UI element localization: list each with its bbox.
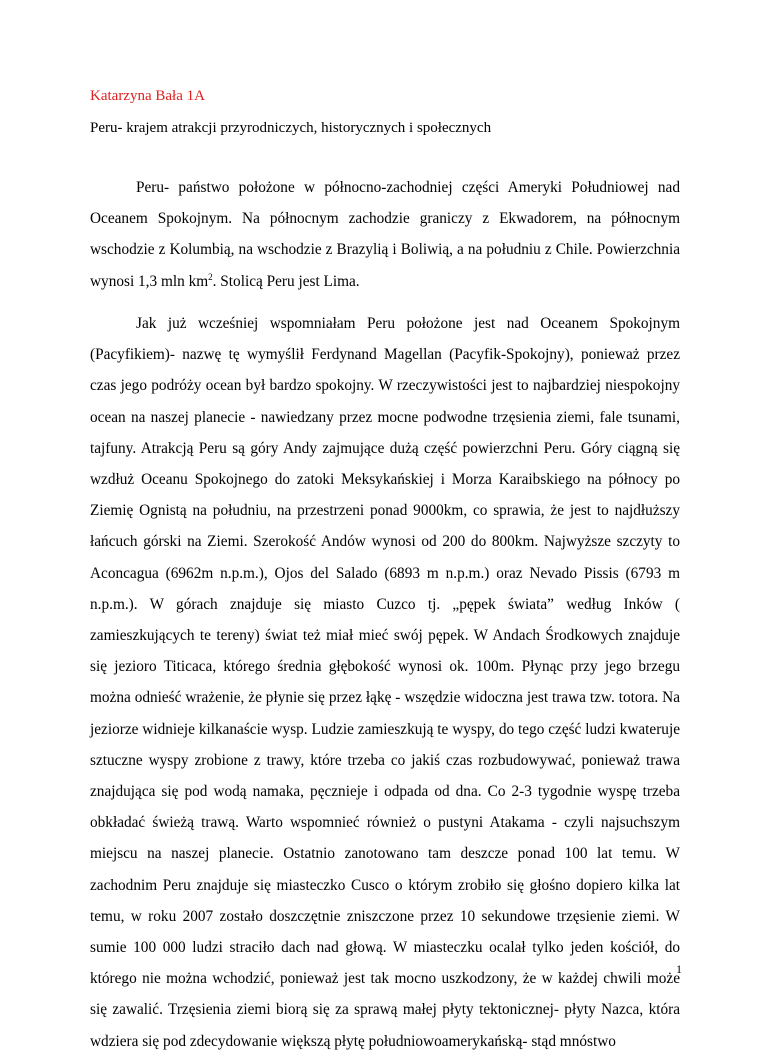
author-line: Katarzyna Bała 1A: [90, 88, 205, 104]
page-number: 1: [676, 962, 682, 976]
paragraph-1-text: Peru- państwo położone w północno-zachodniej części Ameryki Południowej nad Oceanem Spokojnym. Na północnym zachodzie graniczy z Ekwadorem, na północnym wschodzie z Kolumbią, na wschodzie z Brazylią i Boliwią, a na południu z Chile. Powierzchnia wynosi 1,3 mln km: [90, 179, 680, 290]
paragraph-1: [90, 172, 680, 297]
paragraph-2: Jak już wcześniej wspomniałam Peru położone jest nad Oceanem Spokojnym (Pacyfikiem)- nazwę tę wymyślił Ferdynand Magellan (Pacyfik-Spokojny), ponieważ przez czas jego podróży ocean był bardzo spokojny. W rzeczywistości jest to najbardziej niespokojny ocean na naszej planecie - nawiedzany przez mocne podwodne trzęsienia ziemi, fale tsunami, tajfuny. Atrakcją Peru są góry Andy zajmujące dużą część powierzchni Peru. Góry ciągną się wzdłuż Oceanu Spokojnego do zatoki Meksykańskiej i Morza Karaibskiego na północy po Ziemię Ognistą na południu, na przestrzeni ponad 9000km, co sprawia, że jest to najdłuższy łańcuch górski na Ziemi. Szerokość Andów wynosi od 200 do 800km. Najwyższe szczyty to Aconcagua (6962m n.p.m.), Ojos del Salado (6893 m n.p.m.) oraz Nevado Pissis (6793 m n.p.m.). W górach znajduje się miasto Cuzco tj. „pępek świata” według Inków ( zamieszkujących te tereny) świat też miał mieć swój pępek. W Andach Środkowych znajduje się jezioro Titicaca, którego średnia głębokość wynosi ok. 100m. Płynąc przy jego brzegu można odnieść wrażenie, że płynie się przez łąkę - wszędzie widoczna jest trawa tzw. totora. Na jeziorze widnieje kilkanaście wysp. Ludzie zamieszkują te wyspy, do tego część ludzi kwateruje sztuczne wyspy zrobione z trawy, które trzeba co jakiś czas rozbudowywać, ponieważ trawa znajdująca się pod wodą namaka, pęcznieje i odpada od dna. Co 2-3 tygodnie wyspę trzeba obkładać świeżą trawą. Warto wspomnieć również o pustyni Atakama - czyli najsuchszym miejscu na naszej planecie. Ostatnio zanotowano tam deszcze ponad 100 lat temu. W zachodnim Peru znajduje się miasteczko Cusco o którym zrobiło się głośno dopiero kilka lat temu, w roku 2007 zostało doszczętnie zniszczone przez 10 sekundowe trzęsienie ziemi. W sumie 100 000 ludzi straciło dach nad głową. W miasteczku ocalał tylko jeden kościół, do którego nie można wchodzić, ponieważ jest tak mocno uszkodzony, że w każdej chwili może się zawalić. Trzęsienia ziemi biorą się za sprawą małej płyty tektonicznej- płyty Nazca, która wdziera się pod zdecydowanie większą płytę południowoamerykańską- stąd mnóstwo: [90, 315, 680, 1050]
document-title: Peru- krajem atrakcji przyrodniczych, historycznych i społecznych: [90, 120, 492, 136]
superscript-2: 2: [208, 271, 213, 282]
paragraph-1-tail: . Stolicą Peru jest Lima.: [212, 272, 360, 290]
